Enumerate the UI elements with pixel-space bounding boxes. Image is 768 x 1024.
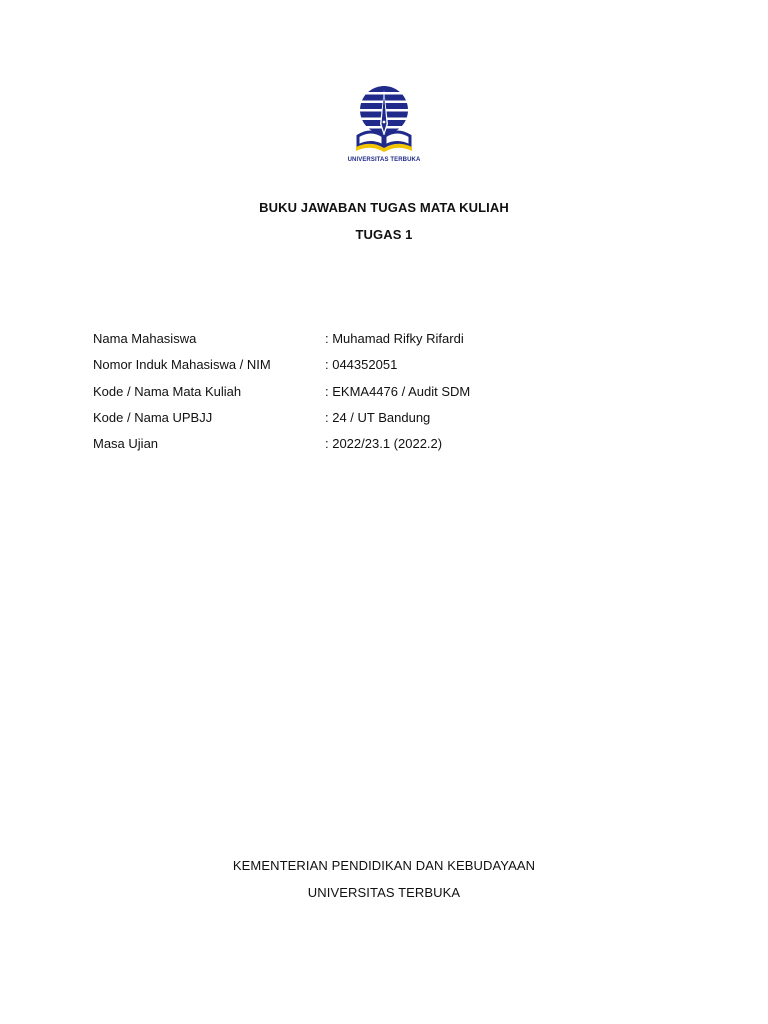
student-info-table (93, 331, 693, 462)
info-label: Kode / Nama UPBJJ (93, 409, 213, 425)
info-row-nama (93, 331, 693, 357)
info-row-masa-ujian (93, 436, 693, 462)
document-title: BUKU JAWABAN TUGAS MATA KULIAH (259, 200, 509, 215)
info-label: Nama Mahasiswa (93, 331, 197, 346)
info-value: : EKMA4476 / Audit SDM (325, 383, 471, 399)
info-value: : 2022/23.1 (2022.2) (325, 436, 443, 452)
info-value: : Muhamad Rifky Rifardi (325, 331, 464, 346)
logo-caption: UNIVERSITAS TERBUKA (347, 157, 421, 163)
info-label: Kode / Nama Mata Kuliah (93, 383, 242, 399)
info-row-mata-kuliah (93, 384, 693, 410)
ministry-name: KEMENTERIAN PENDIDIKAN DAN KEBUDAYAAN (232, 858, 536, 873)
info-row-upbjj (93, 410, 693, 436)
assignment-number: TUGAS 1 (355, 227, 413, 242)
info-row-nim (93, 357, 693, 383)
universitas-terbuka-logo (344, 84, 424, 168)
university-name: UNIVERSITAS TERBUKA (307, 885, 461, 900)
info-label: Masa Ujian (93, 436, 159, 452)
info-value: : 24 / UT Bandung (325, 409, 431, 425)
info-label: Nomor Induk Mahasiswa / NIM (93, 357, 271, 373)
info-value: : 044352051 (325, 357, 398, 373)
ut-emblem-icon (344, 84, 424, 156)
